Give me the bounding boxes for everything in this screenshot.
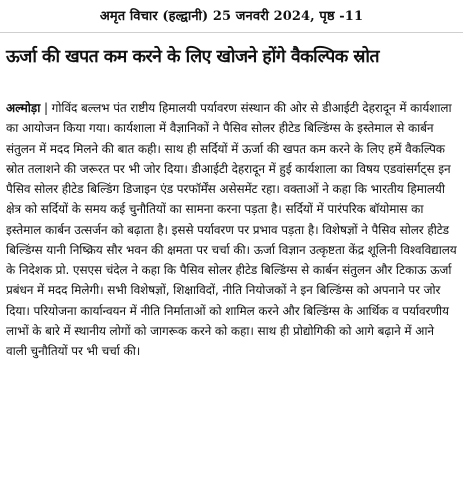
article-body	[6, 98, 457, 361]
newspaper-masthead: अमृत विचार (हल्द्वानी) 25 जनवरी 2024, पृष्ठ -11	[99, 9, 364, 24]
dateline-separator: |	[40, 101, 52, 115]
article-dateline: अल्मोड़ा	[6, 101, 41, 115]
article-paragraph: गोविंद बल्लभ पंत राष्टीय हिमालयी पर्यावरण संस्थान की ओर से डीआईटी देहरादून में कार्यशाला का आयोजन किया गया। कार्यशाला में वैज्ञानिकों ने पैसिव सोलर हीटेड बिल्डिंग्स के इस्तेमाल से कार्बन संतुलन में मदद मिलने की बात कही। साथ ही सर्दियों में ऊर्जा की खपत कम करने के लिए हमें वैकल्पिक स्रोत तलाशने की जरूरत पर भी जोर दिया। डीआईटी देहरादून में हुई कार्यशाला का विषय एडवांसर्गट्स इन पैसिव सोलर हीटेड बिल्डिंग डिजाइन एंड परफॉर्मेंस असेसमेंट रहा। वक्ताओं ने कहा कि भारतीय हिमालयी क्षेत्र को सर्दियों के समय कई चुनौतियों का सामना करना पड़ता है। सर्दियों में पारंपरिक बॉयोमास का इस्तेमाल कार्बन उत्सर्जन को बढ़ाता है। इससे पर्यावरण पर प्रभाव पड़ता है। विशेषज्ञों ने पैसिव सोलर हीटेड बिल्डिंग्स यानी निष्क्रिय सौर भवन की क्षमता पर चर्चा की। ऊर्जा विज्ञान उत्कृष्टता केंद्र शूलिनी विश्वविद्यालय के निदेशक प्रो. एसएस चंदेल ने कहा कि पैसिव सोलर हीटेड बिल्डिंग्स से कार्बन संतुलन और टिकाऊ ऊर्जा प्रबंधन में मदद मिलेगी। सभी विशेषज्ञों, शिक्षाविदों, नीति नियोजकों ने इन बिल्डिंग्स को अपनाने पर जोर दिया। परियोजना कार्यान्वयन में नीति निर्माताओं को शामिल करने और बिल्डिंग्स के आर्थिक व पर्यावरणीय लाभों के बारे में स्थानीय लोगों को जागरूक करने को कहा। साथ ही प्रोद्योगिकी को आगे बढ़ाने में आने वाली चुनौतियों पर भी चर्चा की।	[6, 101, 457, 358]
masthead-divider	[0, 32, 463, 33]
article-headline: ऊर्जा की खपत कम करने के लिए खोजने होंगे वैकल्पिक स्रोत	[6, 47, 380, 67]
